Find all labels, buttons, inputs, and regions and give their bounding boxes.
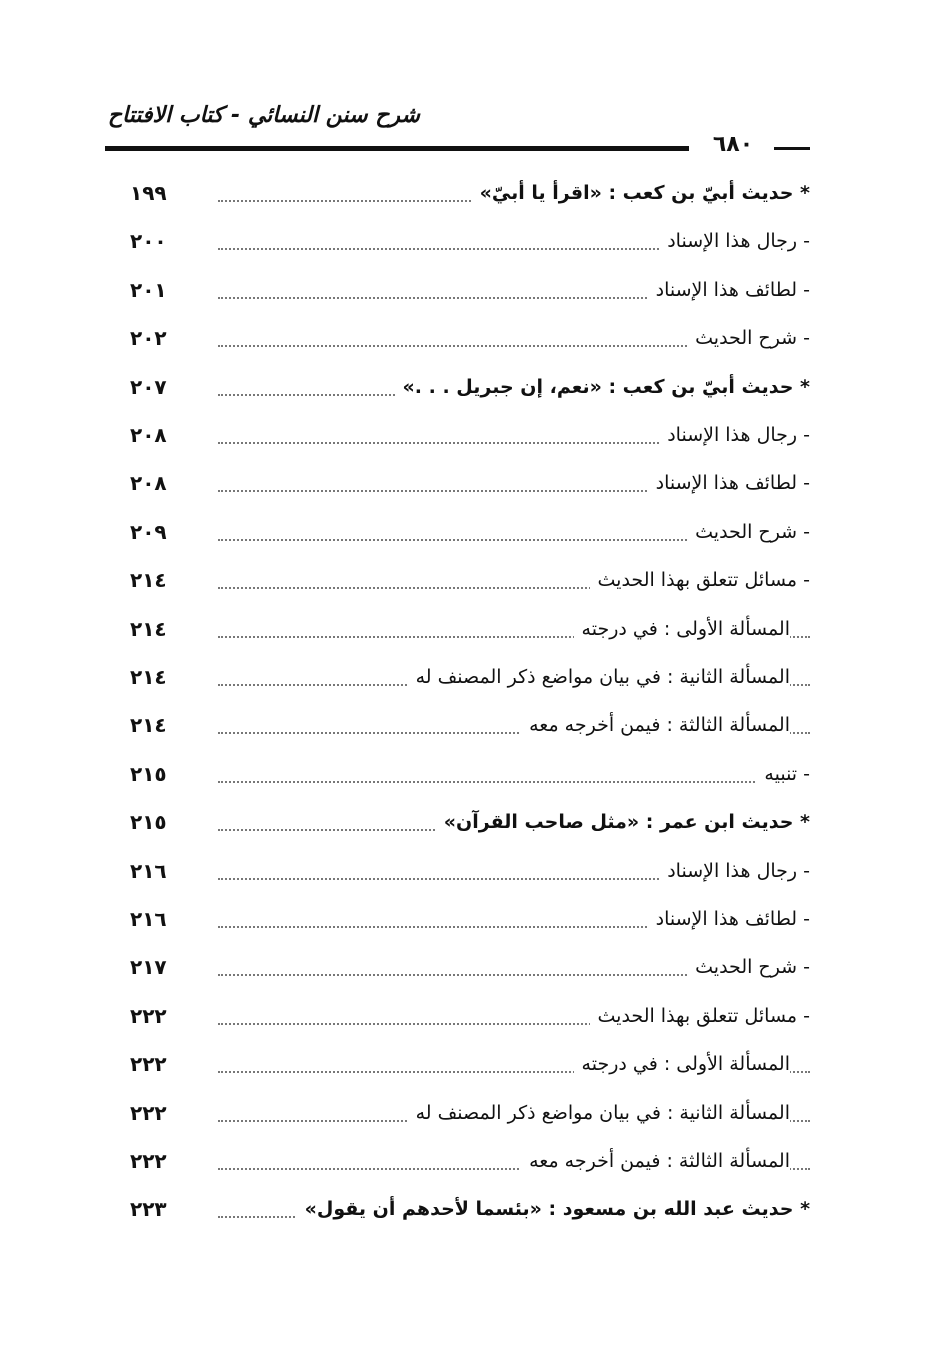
- toc-entry-title: * حديث أبيّ بن كعب : «نعم، إن جبريل . . .»: [395, 367, 810, 407]
- toc-entry: [130, 705, 810, 745]
- toc-entry-title: - مسائل تتعلق بهذا الحديث: [590, 996, 810, 1036]
- toc-entry-page-number: ٢١٤: [130, 616, 167, 641]
- toc-entry: [130, 609, 810, 649]
- page-number: ٦٨٠: [712, 132, 754, 157]
- toc-entry-title: - شرح الحديث: [687, 947, 810, 987]
- toc-entry-page-number: ٢٠٨: [130, 471, 167, 496]
- toc-entry: [130, 1189, 810, 1229]
- toc-entry-page-number: ٢٠٧: [130, 374, 167, 399]
- toc-entry: [130, 318, 810, 358]
- toc-entry-page-number: ٢٢٣: [130, 1197, 167, 1222]
- toc-entry-page-number: ٢١٥: [130, 761, 167, 786]
- toc-entry: [130, 996, 810, 1036]
- toc-entry-page-number: ٢٠٩: [130, 519, 167, 544]
- toc-entry: [130, 560, 810, 600]
- toc-entry: [130, 1044, 810, 1084]
- toc-entry-title: المسألة الأولى : في درجته: [574, 609, 790, 649]
- toc-entry: [130, 221, 810, 261]
- toc-entry-title: - رجال هذا الإسناد: [659, 415, 810, 455]
- toc-entry-page-number: ١٩٩: [130, 181, 167, 205]
- toc-entry-page-number: ٢١٥: [130, 810, 167, 835]
- toc-entry-title: المسألة الثانية : في بيان مواضع ذكر المصنف له: [408, 657, 790, 697]
- toc-entry: [130, 899, 810, 939]
- toc-entry: [130, 851, 810, 891]
- toc-entry-page-number: ٢٢٢: [130, 1003, 167, 1028]
- toc-entry-page-number: ٢٢٢: [130, 1052, 167, 1077]
- toc-entry: [130, 1093, 810, 1133]
- toc-entry: [130, 1141, 810, 1181]
- toc-entry-title: - شرح الحديث: [687, 318, 810, 358]
- toc-entry-title: * حديث ابن عمر : «مثل صاحب القرآن»: [436, 802, 810, 842]
- toc-entry-page-number: ٢٠٨: [130, 423, 167, 447]
- toc-entry-page-number: ٢٠٢: [130, 326, 167, 351]
- dot-leader: [218, 781, 810, 783]
- toc-entry-title: المسألة الثالثة : فيمن أخرجه معه: [521, 705, 790, 745]
- toc-entry-title: المسألة الثانية : في بيان مواضع ذكر المصنف له: [408, 1093, 790, 1133]
- toc-entry: [130, 802, 810, 842]
- toc-entry-page-number: ٢٠١: [130, 277, 167, 302]
- toc-entry-title: المسألة الثالثة : فيمن أخرجه معه: [521, 1141, 790, 1181]
- toc-entry: [130, 367, 810, 407]
- toc-entry: [130, 947, 810, 987]
- toc-entry-page-number: ٢١٤: [130, 665, 167, 689]
- toc-entry: [130, 754, 810, 794]
- toc-entry: [130, 463, 810, 503]
- toc-entry-title: - رجال هذا الإسناد: [659, 851, 810, 891]
- page-number-dash: [774, 147, 810, 150]
- toc-entry-title: * حديث عبد الله بن مسعود : «بئسما لأحدهم أن يقول»: [297, 1189, 810, 1229]
- toc-entry-title: - مسائل تتعلق بهذا الحديث: [590, 560, 810, 600]
- toc-entry-page-number: ٢٢٢: [130, 1100, 167, 1125]
- header-rule: [105, 146, 689, 151]
- toc-entry-title: المسألة الأولى : في درجته: [574, 1044, 790, 1084]
- toc-entry-title: - رجال هذا الإسناد: [659, 221, 810, 261]
- toc-entry-page-number: ٢١٤: [130, 713, 167, 738]
- toc-entry-page-number: ٢١٦: [130, 907, 167, 931]
- toc-entry-title: - لطائف هذا الإسناد: [648, 270, 810, 310]
- toc-entry-title: - شرح الحديث: [687, 512, 810, 552]
- running-title: شرح سنن النسائي - كتاب الافتتاح: [107, 103, 420, 128]
- toc-entry: [130, 270, 810, 310]
- toc-entry: [130, 657, 810, 697]
- toc-entry-title: - لطائف هذا الإسناد: [648, 463, 810, 503]
- toc-entry-page-number: ٢١٧: [130, 955, 167, 980]
- toc-entry-page-number: ٢٠٠: [130, 229, 167, 254]
- toc-entry: [130, 415, 810, 455]
- toc-entry-title: * حديث أبيّ بن كعب : «اقرأ يا أبيّ»: [472, 173, 810, 213]
- toc-entry-title: - تنبيه: [756, 754, 810, 794]
- toc-entry-title: - لطائف هذا الإسناد: [648, 899, 810, 939]
- toc-entry-page-number: ٢١٤: [130, 568, 167, 593]
- toc-entry: [130, 512, 810, 552]
- toc-entry: [130, 173, 810, 213]
- toc-entry-page-number: ٢٢٢: [130, 1149, 167, 1173]
- toc-entry-page-number: ٢١٦: [130, 858, 167, 883]
